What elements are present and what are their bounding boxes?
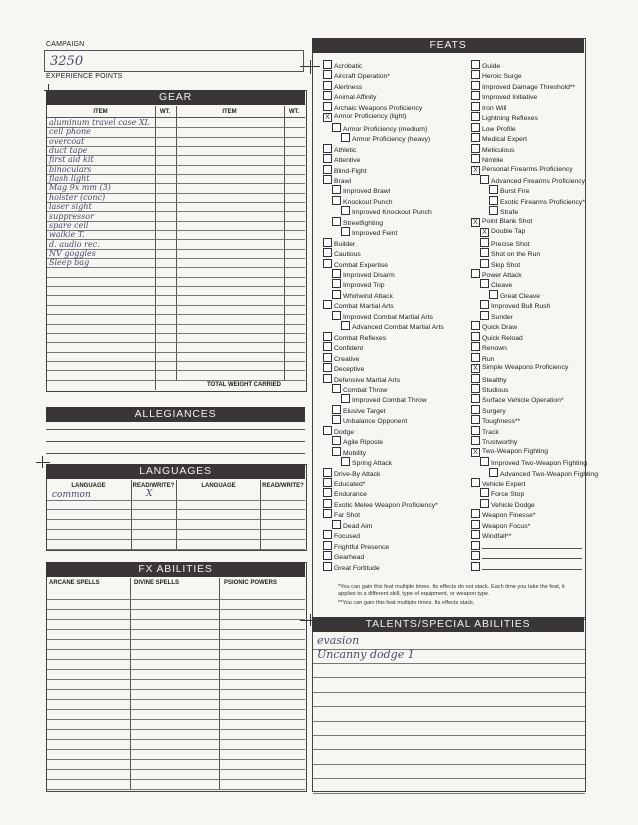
feat-checkbox[interactable]	[471, 394, 480, 403]
feat-checkbox[interactable]	[471, 551, 480, 560]
read-write-entry[interactable]: X	[146, 489, 153, 499]
feat-label: Spring Attack	[352, 460, 393, 468]
feat-label: Weapon Finesse*	[482, 512, 536, 520]
feat-checkbox[interactable]	[471, 332, 480, 341]
feat-label: Improved Two-Weapon Fighting	[491, 460, 588, 468]
feat-label: Far Shot	[334, 512, 361, 520]
feat-label: Athletic	[334, 146, 357, 154]
feat-label: Personal Firearms Proficiency	[482, 165, 573, 173]
feat-checkbox[interactable]	[323, 562, 332, 571]
feat-label: Improved Feint	[352, 230, 398, 238]
fx-row[interactable]	[47, 739, 305, 750]
feat-label: Precise Shot	[491, 240, 530, 248]
feat-label: Medical Expert	[482, 136, 527, 144]
feat-label: Improved Brawl	[343, 188, 391, 196]
feat-checkbox[interactable]	[471, 426, 480, 435]
gear-col-item-2: ITEM	[222, 109, 237, 115]
feat-checkbox[interactable]	[323, 426, 332, 435]
feat-label: Strafe	[500, 209, 519, 217]
gear-item-text[interactable]: Mag 9x mm (3)	[49, 183, 111, 193]
talents-title: TALENTS/SPECIAL ABILITIES	[312, 617, 584, 632]
feat-label: Lightning Reflexes	[482, 115, 538, 123]
feat-label: Improved Disarm	[343, 272, 395, 279]
feat-item[interactable]	[471, 363, 568, 373]
feat-checkbox[interactable]	[471, 509, 480, 518]
feat-checkbox[interactable]	[323, 551, 332, 560]
feat-checkbox[interactable]	[471, 541, 480, 550]
fx-row[interactable]	[47, 659, 305, 670]
fx-row[interactable]	[47, 709, 305, 720]
feat-label: Unbalance Opponent	[343, 418, 408, 426]
gear-item-text[interactable]: holster (conc)	[49, 192, 106, 202]
feat-label: Studious	[482, 386, 509, 394]
feat-label: Windfall**	[482, 533, 512, 541]
feat-label: Agile Riposte	[343, 439, 384, 447]
feat-checkbox[interactable]	[341, 206, 350, 215]
feat-checkbox[interactable]	[341, 227, 350, 236]
fx-col-psionic: PSIONIC POWERS	[224, 580, 278, 586]
gear-item-text[interactable]: binoculars	[49, 164, 92, 174]
feat-label: Quick Reload	[482, 334, 523, 342]
feat-checkbox[interactable]	[471, 384, 480, 393]
feat-label: Toughness**	[482, 418, 521, 426]
lang-col-language: LANGUAGE	[71, 483, 106, 489]
feat-checkbox[interactable]	[332, 311, 341, 320]
feat-label: Confident	[334, 345, 364, 353]
total-weight-label: TOTAL WEIGHT CARRIED	[207, 382, 281, 388]
feat-blank-line[interactable]	[482, 562, 582, 570]
language-row[interactable]	[47, 539, 305, 550]
talent-row[interactable]	[313, 692, 585, 708]
feat-label: Knockout Punch	[343, 198, 393, 206]
feat-label: Combat Martial Arts	[334, 303, 394, 311]
gear-item-text[interactable]: first aid kit	[49, 155, 94, 165]
feats-title: FEATS	[312, 38, 584, 53]
feat-label: Skip Shot	[491, 261, 521, 269]
feat-checkbox[interactable]	[323, 259, 332, 268]
feat-label: Heroic Surge	[482, 73, 522, 81]
feat-checkbox[interactable]	[471, 374, 480, 383]
gear-item-text[interactable]: d. audio rec.	[49, 239, 100, 249]
gear-item-text[interactable]: duct tape	[49, 146, 88, 156]
feat-label: Creative	[334, 355, 360, 363]
feat-note-stack: **You can gain this feat multiple times. Its effects stack.	[338, 600, 475, 606]
experience-value[interactable]: 3250	[50, 54, 84, 69]
feat-label: Builder	[334, 240, 356, 248]
fx-row[interactable]	[47, 759, 305, 770]
feat-label: Elusive Target	[343, 407, 386, 415]
gear-item-text[interactable]: walkie T.	[49, 230, 85, 240]
feat-checkbox[interactable]	[323, 165, 332, 174]
feat-item[interactable]	[471, 447, 548, 457]
feat-checkbox[interactable]	[323, 374, 332, 383]
feat-label: Attentive	[334, 157, 361, 165]
feat-checkbox[interactable]	[341, 321, 350, 330]
feat-checkbox[interactable]: X	[471, 364, 480, 373]
feat-checkbox[interactable]	[341, 457, 350, 466]
feat-label: Endurance	[334, 491, 367, 499]
feat-label: Aircraft Operation*	[334, 73, 390, 81]
feat-label: Run	[482, 355, 495, 363]
feat-label: Improved Initiative	[482, 94, 538, 102]
fx-row[interactable]	[47, 589, 305, 600]
feat-checkbox[interactable]	[323, 238, 332, 247]
feat-checkbox[interactable]	[332, 269, 341, 278]
feat-label: Power Attack	[482, 272, 522, 279]
feat-label: Surface Vehicle Operation*	[482, 397, 564, 405]
feat-label: Focused	[334, 533, 361, 541]
feat-label: Defensive Martial Arts	[334, 376, 401, 384]
feat-checkbox[interactable]	[323, 175, 332, 184]
fx-col-arcane: ARCANE SPELLS	[49, 580, 100, 586]
feat-label: Advanced Two-Weapon Fighting	[500, 470, 598, 478]
feat-label: Guide	[482, 63, 501, 70]
feat-checkbox[interactable]	[471, 321, 480, 330]
feat-checkbox[interactable]	[323, 468, 332, 477]
talent-row[interactable]	[313, 663, 585, 679]
feat-checkbox[interactable]	[471, 520, 480, 529]
feat-checkbox[interactable]	[332, 196, 341, 205]
feat-checkbox[interactable]	[332, 185, 341, 194]
feat-label: Burst Fire	[500, 188, 530, 196]
feat-checkbox[interactable]: X	[471, 218, 480, 227]
feat-checkbox[interactable]	[471, 102, 480, 111]
talent-row[interactable]	[313, 749, 585, 765]
feat-label: Cleave	[491, 282, 513, 290]
crop-mark	[36, 462, 50, 463]
feat-label: Great Fortitude	[334, 564, 380, 572]
feat-label: Animal Affinity	[334, 94, 377, 102]
feat-checkbox[interactable]: X	[323, 113, 332, 122]
fx-row[interactable]	[47, 689, 305, 700]
fx-col-divine: DIVINE SPELLS	[134, 580, 180, 586]
feat-checkbox[interactable]	[471, 154, 480, 163]
feat-checkbox[interactable]	[480, 248, 489, 257]
feat-checkbox[interactable]	[480, 259, 489, 268]
feat-label: Cautious	[334, 251, 361, 259]
feat-checkbox[interactable]	[323, 478, 332, 487]
feat-checkbox[interactable]	[471, 70, 480, 79]
crop-mark	[42, 456, 43, 468]
feat-label: Improved Bull Rush	[491, 303, 551, 311]
feat-checkbox[interactable]	[323, 154, 332, 163]
feat-checkbox[interactable]	[471, 342, 480, 351]
feat-checkbox[interactable]	[323, 541, 332, 550]
talent-row[interactable]	[313, 764, 585, 780]
feat-checkbox[interactable]: X	[471, 166, 480, 175]
feat-checkbox[interactable]	[323, 530, 332, 539]
feat-label: Weapon Focus*	[482, 522, 531, 530]
feat-label: Combat Expertise	[334, 261, 389, 269]
feat-checkbox[interactable]	[323, 300, 332, 309]
feat-checkbox[interactable]	[489, 196, 498, 205]
feat-checkbox[interactable]	[332, 384, 341, 393]
feat-label: Simple Weapons Proficiency	[482, 364, 569, 372]
feat-checkbox[interactable]	[471, 353, 480, 362]
lang-col-rw: READ/WRITE?	[132, 483, 175, 489]
feat-checkbox[interactable]	[480, 175, 489, 184]
feat-label: Improved Knockout Punch	[352, 209, 432, 217]
gear-item-text[interactable]: Sleep bag	[49, 258, 90, 268]
feat-label: Combat Throw	[343, 386, 388, 394]
fx-row[interactable]	[47, 669, 305, 680]
talent-row[interactable]	[313, 735, 585, 751]
feat-label: Point Blank Shot	[482, 217, 533, 225]
feat-checkbox[interactable]	[332, 415, 341, 424]
feat-label: Great Cleave	[500, 292, 541, 300]
feat-checkbox[interactable]	[489, 290, 498, 299]
feat-label: Exotic Firearms Proficiency*	[500, 198, 585, 206]
talent-row[interactable]	[313, 677, 585, 693]
feat-label: Low Profile	[482, 125, 516, 133]
feat-checkbox[interactable]	[471, 478, 480, 487]
feat-label: Vehicle Expert	[482, 481, 526, 488]
gear-col-item: ITEM	[93, 109, 108, 115]
feat-checkbox[interactable]	[323, 488, 332, 497]
feat-checkbox[interactable]	[332, 123, 341, 132]
gear-item-text[interactable]: spare cell	[49, 220, 89, 230]
feat-checkbox[interactable]	[471, 112, 480, 121]
feat-checkbox[interactable]	[471, 562, 480, 571]
feat-item[interactable]	[471, 217, 532, 227]
allegiances-title: ALLEGIANCES	[46, 407, 305, 422]
feat-note-multiple: *You can gain this feat multiple times. Its effects do not stack. Each time you take the feat, it applies to a different skill, type of equipment, or weapon type.	[338, 584, 565, 597]
feat-checkbox[interactable]	[480, 499, 489, 508]
feat-label: Archaic Weapons Proficiency	[334, 104, 423, 112]
talent-row[interactable]	[313, 778, 585, 794]
feat-label: Acrobatic	[334, 63, 363, 70]
talent-text[interactable]: evasion	[317, 634, 360, 647]
allegiance-line[interactable]	[46, 453, 305, 454]
feat-label: Advanced Combat Martial Arts	[352, 324, 444, 332]
feat-checkbox[interactable]	[471, 123, 480, 132]
lang-col-rw-2: READ/WRITE?	[262, 483, 304, 489]
feat-checkbox[interactable]	[471, 91, 480, 100]
fx-row[interactable]	[47, 599, 305, 610]
feat-label: Quick Draw	[482, 324, 518, 332]
feat-label: Exotic Melee Weapon Proficiency*	[334, 501, 438, 509]
feat-label: Improved Combat Throw	[352, 397, 427, 405]
languages-title: LANGUAGES	[46, 464, 305, 479]
gear-item-text[interactable]: aluminum travel case XL	[49, 118, 150, 127]
fx-row[interactable]	[47, 699, 305, 710]
xp-line	[44, 71, 302, 72]
allegiance-line[interactable]	[46, 429, 305, 430]
feat-checkbox[interactable]	[323, 509, 332, 518]
feat-label: Dead Aim	[343, 522, 373, 530]
feat-checkbox[interactable]	[471, 269, 480, 278]
fx-row[interactable]	[47, 639, 305, 650]
feat-label: Whirlwind Attack	[343, 292, 393, 300]
crop-mark	[310, 614, 311, 626]
feat-label: Surgery	[482, 407, 506, 415]
feat-label: Trustworthy	[482, 439, 518, 447]
feat-checkbox[interactable]	[323, 342, 332, 351]
feat-label: Armor Proficiency (light)	[334, 113, 407, 121]
feat-label: Gearhead	[334, 554, 365, 562]
fx-row[interactable]	[47, 729, 305, 740]
feat-checkbox[interactable]	[471, 133, 480, 142]
language-entry[interactable]: common	[52, 490, 91, 500]
gear-item-text[interactable]: flash light	[49, 174, 90, 184]
feat-checkbox[interactable]: X	[480, 228, 489, 237]
feat-label: Combat Reflexes	[334, 334, 387, 342]
feat-checkbox[interactable]	[323, 60, 332, 69]
feat-label: Renown	[482, 345, 507, 353]
feat-label: Vehicle Dodge	[491, 501, 535, 509]
feat-item[interactable]	[323, 562, 380, 574]
feat-checkbox[interactable]	[480, 311, 489, 320]
fx-row[interactable]	[47, 719, 305, 730]
feat-checkbox[interactable]	[332, 405, 341, 414]
feat-blank-line[interactable]	[482, 541, 582, 549]
feat-item[interactable]	[480, 227, 525, 237]
gear-item-text[interactable]: cell phone	[49, 127, 91, 137]
feat-label: Iron Will	[482, 104, 507, 112]
feat-checkbox[interactable]	[332, 279, 341, 288]
feat-checkbox[interactable]	[471, 530, 480, 539]
talent-row[interactable]	[313, 634, 585, 650]
gear-col-wt: WT.	[159, 109, 171, 115]
fx-row[interactable]	[47, 779, 305, 790]
feat-checkbox[interactable]	[323, 102, 332, 111]
feat-label: Meticulous	[482, 146, 515, 154]
feat-checkbox[interactable]	[471, 60, 480, 69]
allegiance-line[interactable]	[46, 441, 305, 442]
feat-item[interactable]	[471, 165, 573, 175]
feat-label: Drive-By Attack	[334, 470, 381, 478]
feat-checkbox[interactable]	[332, 447, 341, 456]
feat-checkbox[interactable]	[332, 290, 341, 299]
feat-checkbox[interactable]	[341, 394, 350, 403]
feat-label: Shot on the Run	[491, 251, 541, 259]
talent-row[interactable]	[313, 720, 585, 736]
lang-col-language-2: LANGUAGE	[201, 483, 236, 489]
feat-checkbox[interactable]	[323, 70, 332, 79]
feat-checkbox[interactable]	[489, 468, 498, 477]
feat-label: Blind-Fight	[334, 167, 367, 175]
feat-label: Alertness	[334, 83, 363, 91]
feat-label: Double Tap	[491, 228, 526, 236]
feat-label: Brawl	[334, 177, 351, 185]
feat-checkbox[interactable]	[323, 499, 332, 508]
feat-checkbox[interactable]	[480, 457, 489, 466]
feat-checkbox[interactable]	[480, 279, 489, 288]
gear-item-text[interactable]: overcoat	[49, 136, 85, 146]
feat-checkbox[interactable]	[489, 185, 498, 194]
feat-checkbox[interactable]	[323, 363, 332, 372]
talent-row[interactable]	[313, 706, 585, 722]
feat-checkbox[interactable]	[341, 133, 350, 142]
fx-row[interactable]	[47, 649, 305, 660]
feat-checkbox[interactable]	[323, 248, 332, 257]
feat-label: Frightful Presence	[334, 543, 390, 551]
feat-label: Stealthy	[482, 376, 507, 384]
gear-col-wt-2: WT.	[288, 109, 300, 115]
feat-checkbox[interactable]	[480, 488, 489, 497]
feat-label: Nimble	[482, 157, 504, 165]
feat-checkbox[interactable]	[323, 332, 332, 341]
feat-item[interactable]	[323, 112, 407, 122]
feat-label: Sunder	[491, 313, 513, 321]
crop-mark	[310, 60, 311, 74]
feat-checkbox[interactable]	[480, 300, 489, 309]
feat-checkbox[interactable]	[480, 238, 489, 247]
feat-label: Deceptive	[334, 366, 365, 374]
feat-checkbox[interactable]	[323, 353, 332, 362]
feat-label: Dodge	[334, 428, 355, 436]
feat-label: Advanced Firearms Proficiency	[491, 177, 586, 185]
feat-blank-line[interactable]	[482, 551, 582, 559]
fx-row[interactable]	[47, 679, 305, 690]
feat-label: Force Stop	[491, 491, 525, 499]
feat-label: Improved Damage Threshold**	[482, 83, 576, 91]
feat-checkbox[interactable]	[332, 217, 341, 226]
gear-item-text[interactable]: laser sight	[49, 202, 92, 212]
feat-checkbox[interactable]	[489, 206, 498, 215]
feat-label: Two-Weapon Fighting	[482, 447, 548, 455]
fx-row[interactable]	[47, 769, 305, 780]
fx-row[interactable]	[47, 609, 305, 620]
fx-row[interactable]	[47, 619, 305, 630]
feat-checkbox[interactable]	[323, 144, 332, 153]
feat-label: Track	[482, 428, 499, 436]
feat-label: Educated*	[334, 481, 366, 488]
feat-label: Armor Proficiency (medium)	[343, 125, 428, 133]
talent-text[interactable]: Uncanny dodge 1	[317, 648, 415, 662]
talent-row[interactable]	[313, 648, 585, 664]
feat-checkbox[interactable]	[471, 436, 480, 445]
feat-checkbox[interactable]	[471, 144, 480, 153]
feat-label: Improved Combat Martial Arts	[343, 313, 433, 321]
feat-checkbox[interactable]	[471, 405, 480, 414]
feat-checkbox[interactable]	[323, 91, 332, 100]
feat-label: Mobility	[343, 449, 367, 457]
experience-label: EXPERIENCE POINTS	[46, 73, 123, 80]
feat-checkbox[interactable]	[332, 436, 341, 445]
feat-item[interactable]	[471, 562, 582, 574]
fx-row[interactable]	[47, 749, 305, 760]
gear-item-text[interactable]: NV goggles	[49, 248, 96, 258]
feat-label: Streetfighting	[343, 219, 384, 227]
feat-checkbox[interactable]: X	[471, 448, 480, 457]
gear-item-text[interactable]: suppressor	[49, 211, 94, 221]
feat-checkbox[interactable]	[332, 520, 341, 529]
feat-checkbox[interactable]	[471, 81, 480, 90]
campaign-label: CAMPAIGN	[46, 41, 85, 48]
feat-label: Improved Trip	[343, 282, 385, 290]
feat-checkbox[interactable]	[323, 81, 332, 90]
feat-checkbox[interactable]	[471, 415, 480, 424]
fx-title: FX ABILITIES	[46, 562, 305, 577]
fx-row[interactable]	[47, 629, 305, 640]
feat-label: Armor Proficiency (heavy)	[352, 136, 431, 144]
gear-title: GEAR	[46, 90, 305, 105]
